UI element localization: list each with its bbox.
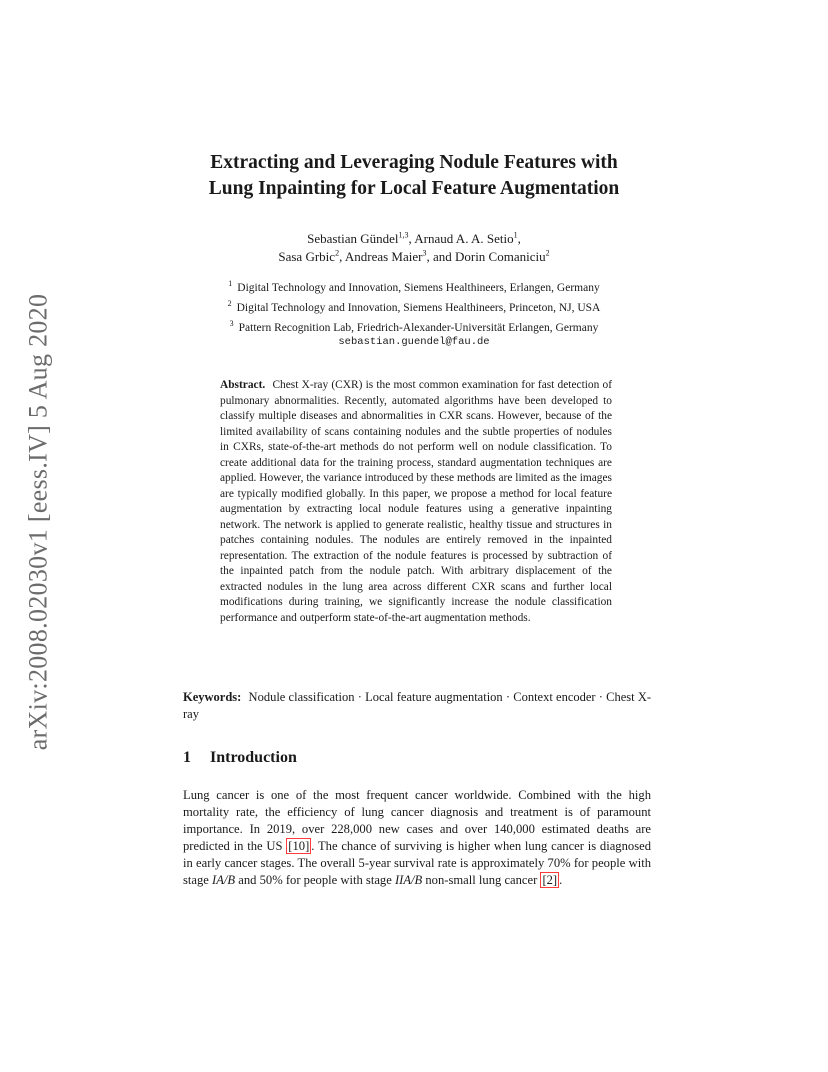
intro-text: and 50% for people with stage xyxy=(235,873,395,887)
author-affil-sup: 1 xyxy=(513,230,518,240)
arxiv-identifier: arXiv:2008.02030v1 [eess.IV] 5 Aug 2020 xyxy=(23,293,52,751)
intro-text: non-small lung cancer xyxy=(422,873,541,887)
affiliation-number: 3 xyxy=(229,318,234,328)
abstract xyxy=(220,378,612,626)
author-affil-sup: 3 xyxy=(422,248,427,258)
citation-link[interactable]: [10] xyxy=(288,839,310,853)
author-name: Sebastian Gündel xyxy=(307,231,399,246)
affiliation-text: Digital Technology and Innovation, Siemens Healthineers, Princeton, NJ, USA xyxy=(236,301,601,314)
author-affil-sup: 2 xyxy=(545,248,550,258)
affiliation-item xyxy=(150,316,678,336)
affiliation-list xyxy=(150,276,678,350)
affiliation-number: 1 xyxy=(228,279,233,288)
abstract-label: Abstract. xyxy=(220,379,266,391)
arxiv-side-stamp xyxy=(8,262,68,782)
affiliation-item xyxy=(150,276,678,296)
title-line-1: Extracting and Leveraging Nodule Features with xyxy=(210,152,618,173)
author-name: , Andreas Maier xyxy=(339,249,423,264)
intro-text: Lung cancer is one of the most frequent cancer worldwide. Combined with the high mortality rate, the efficiency of lung cancer diagnosis and treatment is of paramount importance. In 2019, over 228,000 new cases and over 140,000 estimated deaths are predicted in the US xyxy=(183,788,651,853)
author-email: sebastian.guendel@fau.de xyxy=(338,336,490,349)
cancer-stage: IA/B xyxy=(212,873,236,887)
title-line-2: Lung Inpainting for Local Feature Augmentation xyxy=(208,178,620,199)
affiliation-text: Pattern Recognition Lab, Friedrich-Alexander-Universität Erlangen, Germany xyxy=(238,321,599,334)
author-list xyxy=(150,230,678,266)
citation-link[interactable]: [2] xyxy=(542,873,558,887)
intro-text: . The chance of surviving is higher when lung cancer is diagnosed in early cancer stages. The overall 5-year survival rate is approximately 70% for people with stage xyxy=(183,839,651,887)
affiliation-number: 2 xyxy=(227,298,232,308)
keywords-text: Nodule classification · Local feature augmentation · Context encoder · Chest X-ray xyxy=(183,690,652,721)
abstract-text: Chest X-ray (CXR) is the most common examination for fast detection of pulmonary abnormalities. Recently, automated algorithms have been developed to classify multiple diseases and abnormalities in CXR scans. However, because of the limited availability of scans containing nodules and the subtle properties of nodules in CXRs, state-of-the-art methods do not perform well on nodule classification. To create additional data for the training process, standard augmentation techniques are applied. However, the variance introduced by these methods are limited as the images are typically modified globally. In this paper, we propose a method for local feature augmentation by extracting local nodule features using a generative inpainting network. The network is applied to generate realistic, healthy tissue and structures in patches containing nodules. The nodules are entirely removed in the inpainted representation. The extraction of the nodule features is processed by subtraction of the inpainted patch from the nodule patch. With arbitrary displacement of the extracted nodules in the lung area across different CXR scans and further local modifications during training, we significantly increase the nodule classification performance and outperform state-of-the-art augmentation methods. xyxy=(220,379,612,624)
author-name: Sasa Grbic xyxy=(278,249,336,264)
author-name: , and Dorin Comaniciu xyxy=(426,249,546,264)
cancer-stage: IIA/B xyxy=(394,873,423,887)
section-heading xyxy=(183,749,297,767)
author-separator: , xyxy=(517,231,521,246)
author-line-2 xyxy=(150,248,678,266)
affiliation-item xyxy=(150,296,678,316)
section-title: Introduction xyxy=(210,749,297,766)
author-line-1 xyxy=(150,230,678,248)
section-number: 1 xyxy=(183,749,191,766)
author-affil-sup: 2 xyxy=(335,248,340,258)
affiliation-text: Digital Technology and Innovation, Siemens Healthineers, Erlangen, Germany xyxy=(237,281,600,294)
intro-text: . xyxy=(559,873,563,887)
keywords-label: Keywords: xyxy=(183,690,242,704)
author-name: , Arnaud A. A. Setio xyxy=(408,231,514,246)
intro-paragraph xyxy=(183,787,651,889)
keywords xyxy=(183,689,651,723)
author-affil-sup: 1,3 xyxy=(398,230,409,240)
paper-title xyxy=(150,150,678,202)
